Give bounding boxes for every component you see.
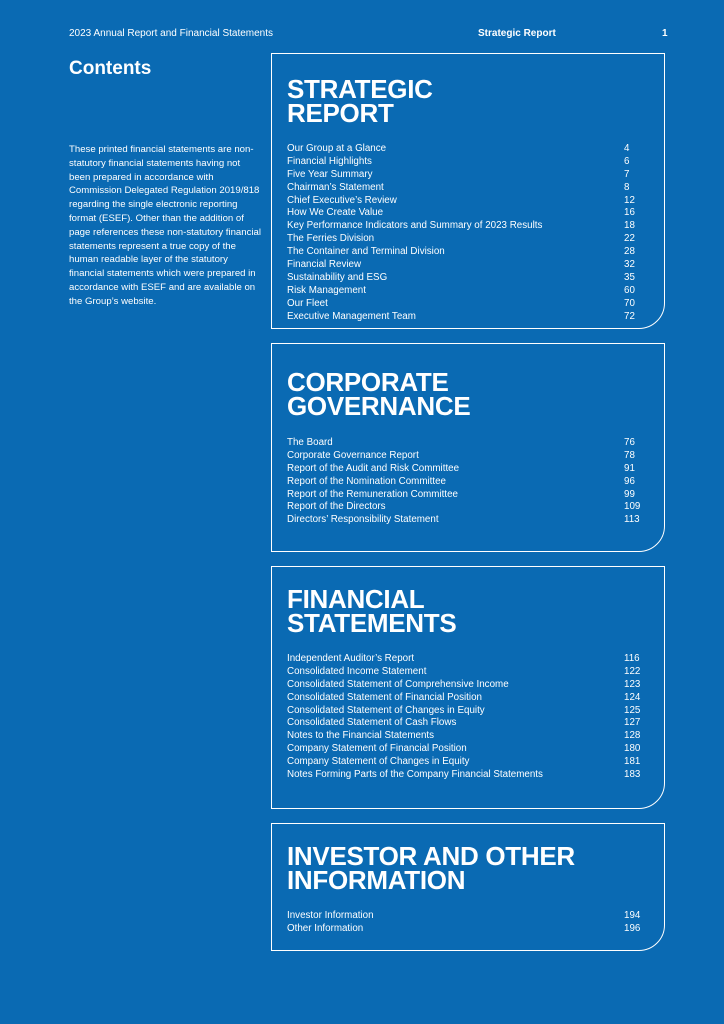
toc-list <box>287 910 644 936</box>
contents-heading: Contents <box>69 58 152 79</box>
toc-entry[interactable] <box>287 756 644 769</box>
toc-entry-label: Consolidated Statement of Comprehensive Income <box>287 678 509 690</box>
header-section-name: Strategic Report <box>478 28 556 39</box>
section-title-line1: CORPORATE <box>287 367 449 397</box>
toc-entry-page-number: 18 <box>624 220 635 232</box>
corporate-governance-box <box>271 343 665 552</box>
toc-entry-page-number: 4 <box>624 143 630 154</box>
header-report-title: 2023 Annual Report and Financial Statements <box>69 28 274 39</box>
toc-entry-label: Report of the Audit and Risk Committee <box>287 462 460 474</box>
toc-entry-page-number: 76 <box>624 437 635 448</box>
toc-entry-page-number: 60 <box>624 284 635 296</box>
toc-entry[interactable] <box>287 207 644 220</box>
toc-entry-label: Our Fleet <box>287 297 328 309</box>
toc-entry[interactable] <box>287 298 644 311</box>
section-title <box>287 841 657 895</box>
toc-entry-page-number: 7 <box>624 168 630 180</box>
toc-list <box>287 653 644 782</box>
toc-entry-page-number: 96 <box>624 475 635 487</box>
toc-entry[interactable] <box>287 143 644 156</box>
toc-entry-label: Executive Management Team <box>287 310 416 322</box>
toc-list <box>287 143 644 323</box>
toc-entry-label: Financial Highlights <box>287 155 372 167</box>
toc-entry-label: Consolidated Statement of Financial Position <box>287 691 482 703</box>
toc-entry[interactable] <box>287 653 644 666</box>
toc-list <box>287 437 644 527</box>
toc-entry-label: The Ferries Division <box>287 233 375 245</box>
financial-statements-box <box>271 566 665 809</box>
toc-entry-page-number: 78 <box>624 449 635 461</box>
toc-entry-page-number: 122 <box>624 665 641 677</box>
toc-entry-page-number: 194 <box>624 910 641 921</box>
toc-entry-label: Chief Executive’s Review <box>287 194 397 206</box>
toc-entry-label: Financial Review <box>287 259 362 271</box>
section-title <box>287 584 657 638</box>
toc-entry-label: Notes Forming Parts of the Company Financial Statements <box>287 769 543 781</box>
toc-entry-page-number: 181 <box>624 756 641 768</box>
toc-entry[interactable] <box>287 692 644 705</box>
toc-entry-page-number: 123 <box>624 678 641 690</box>
toc-entry-label: Corporate Governance Report <box>287 449 419 461</box>
toc-entry-page-number: 16 <box>624 207 635 219</box>
toc-entry-page-number: 6 <box>624 155 630 167</box>
toc-entry-page-number: 109 <box>624 501 641 513</box>
toc-entry-label: Investor Information <box>287 910 374 921</box>
toc-entry-label: Our Group at a Glance <box>287 143 387 154</box>
section-title-line1: FINANCIAL <box>287 584 425 614</box>
toc-entry[interactable] <box>287 246 644 259</box>
section-title-line2: REPORT <box>287 98 394 128</box>
toc-entry-page-number: 35 <box>624 271 635 283</box>
toc-entry[interactable] <box>287 195 644 208</box>
toc-entry-label: Five Year Summary <box>287 168 373 180</box>
header-page-number: 1 <box>662 28 668 39</box>
toc-entry-page-number: 91 <box>624 462 635 474</box>
toc-entry-label: Company Statement of Changes in Equity <box>287 756 470 768</box>
toc-entry[interactable] <box>287 220 644 233</box>
toc-entry-label: Report of the Nomination Committee <box>287 475 446 487</box>
toc-entry[interactable] <box>287 182 644 195</box>
toc-entry[interactable] <box>287 705 644 718</box>
toc-entry-page-number: 99 <box>624 488 635 500</box>
toc-entry-label: Consolidated Income Statement <box>287 665 427 677</box>
toc-entry-page-number: 12 <box>624 194 635 206</box>
toc-entry-label: Other Information <box>287 922 364 934</box>
toc-entry-label: Consolidated Statement of Cash Flows <box>287 717 457 729</box>
toc-entry[interactable] <box>287 156 644 169</box>
toc-entry-page-number: 125 <box>624 704 641 716</box>
toc-entry-label: Consolidated Statement of Changes in Equity <box>287 704 485 716</box>
toc-entry[interactable] <box>287 450 644 463</box>
toc-entry-page-number: 72 <box>624 310 635 322</box>
toc-entry[interactable] <box>287 476 644 489</box>
toc-entry-label: Sustainability and ESG <box>287 271 388 283</box>
toc-entry[interactable] <box>287 666 644 679</box>
toc-entry-label: Chairman’s Statement <box>287 181 384 193</box>
toc-entry-label: Risk Management <box>287 284 366 296</box>
toc-entry[interactable] <box>287 259 644 272</box>
section-title-line2: INFORMATION <box>287 865 466 895</box>
section-title <box>287 367 657 421</box>
investor-information-box <box>271 823 665 951</box>
toc-entry-page-number: 113 <box>624 514 640 526</box>
section-title-line1: STRATEGIC <box>287 74 433 104</box>
toc-entry-page-number: 70 <box>624 297 635 309</box>
toc-entry-page-number: 183 <box>624 769 641 781</box>
toc-entry[interactable] <box>287 679 644 692</box>
toc-entry-label: The Container and Terminal Division <box>287 246 445 258</box>
toc-entry-label: Directors’ Responsibility Statement <box>287 514 439 526</box>
toc-entry-label: Notes to the Financial Statements <box>287 730 435 742</box>
toc-entry[interactable] <box>287 730 644 743</box>
toc-entry-page-number: 196 <box>624 922 641 934</box>
toc-entry-page-number: 32 <box>624 259 635 271</box>
section-title-line2: GOVERNANCE <box>287 391 471 421</box>
toc-entry[interactable] <box>287 769 644 782</box>
toc-entry-label: Key Performance Indicators and Summary of 2023 Results <box>287 220 543 232</box>
toc-entry-label: Report of the Remuneration Committee <box>287 488 458 500</box>
toc-entry-page-number: 128 <box>624 730 641 742</box>
toc-entry-page-number: 124 <box>624 691 641 703</box>
toc-entry[interactable] <box>287 501 644 514</box>
toc-entry-label: Company Statement of Financial Position <box>287 743 467 755</box>
toc-entry-page-number: 28 <box>624 246 635 258</box>
intro-paragraph: These printed financial statements are non-statutory financial statements having not been prepared in accordance with Commission Delegated Regulation 2019/818 regarding the single electronic reporting format (ESEF). Other than the addition of page references these non-statutory financial statements represent a true copy of the human readable layer of the statutory financial statements which were prepared in accordance with ESEF and are available on the Group’s website. <box>69 144 261 307</box>
toc-entry[interactable] <box>287 311 644 324</box>
toc-entry-label: How We Create Value <box>287 207 384 219</box>
toc-entry-label: The Board <box>287 437 333 448</box>
toc-entry-page-number: 8 <box>624 181 630 193</box>
strategic-report-box <box>271 53 665 329</box>
toc-entry[interactable] <box>287 463 644 476</box>
toc-entry-page-number: 116 <box>624 653 640 664</box>
toc-entry-label: Report of the Directors <box>287 501 386 513</box>
toc-entry[interactable] <box>287 717 644 730</box>
toc-entry-page-number: 22 <box>624 233 635 245</box>
toc-entry[interactable] <box>287 743 644 756</box>
toc-entry[interactable] <box>287 272 644 285</box>
toc-entry[interactable] <box>287 923 644 936</box>
toc-entry[interactable] <box>287 910 644 923</box>
toc-entry-page-number: 180 <box>624 743 641 755</box>
toc-entry[interactable] <box>287 233 644 246</box>
toc-entry-page-number: 127 <box>624 717 641 729</box>
toc-entry-label: Independent Auditor’s Report <box>287 653 415 664</box>
section-title <box>287 74 657 128</box>
toc-entry[interactable] <box>287 489 644 502</box>
toc-entry[interactable] <box>287 514 644 527</box>
section-title-line2: STATEMENTS <box>287 608 457 638</box>
toc-entry[interactable] <box>287 437 644 450</box>
section-title-line1: INVESTOR AND OTHER <box>287 841 575 871</box>
toc-entry[interactable] <box>287 169 644 182</box>
toc-entry[interactable] <box>287 285 644 298</box>
